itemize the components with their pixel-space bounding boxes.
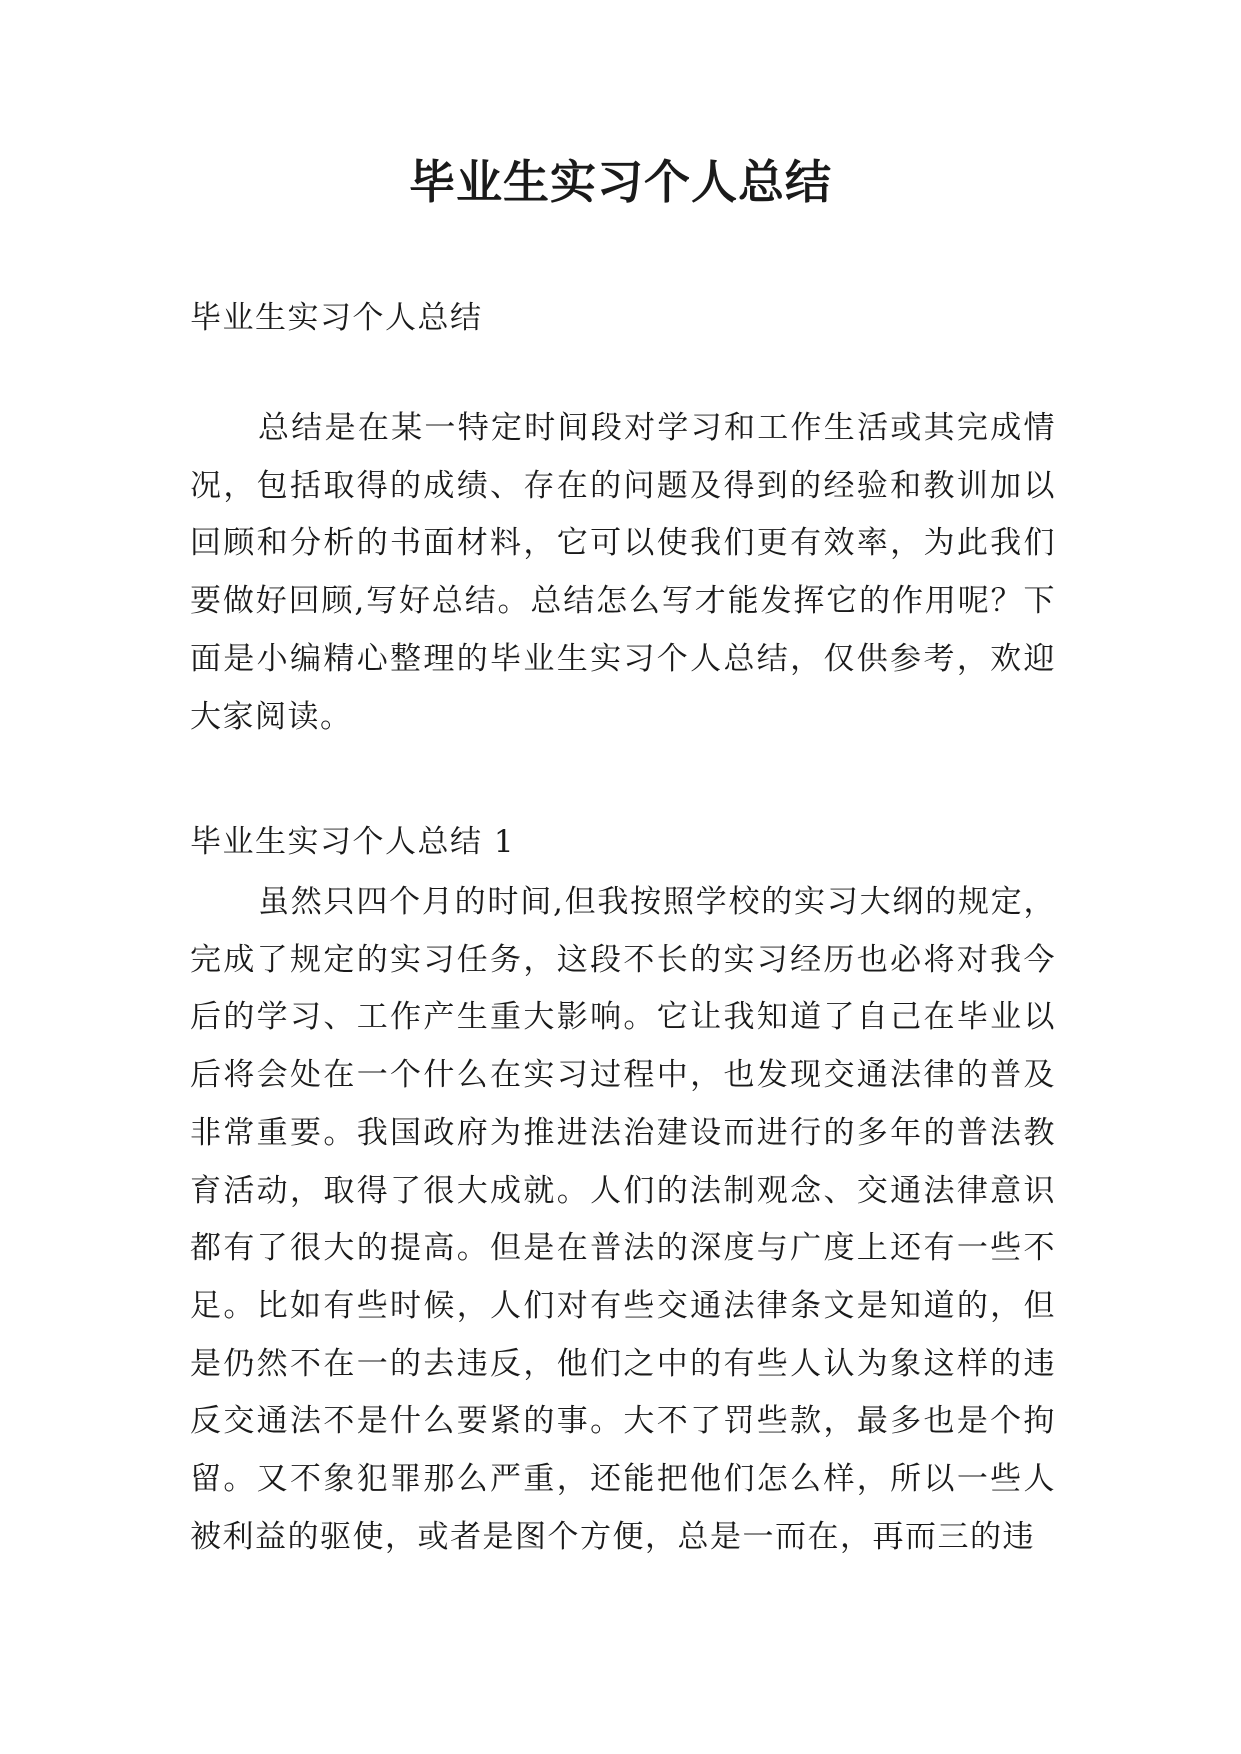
document-title: 毕业生实习个人总结 [409,155,832,209]
document-subtitle: 毕业生实习个人总结 [190,300,483,336]
section-paragraph: 虽然只四个月的时间,但我按照学校的实习大纲的规定，完成了规定的实习任务，这段不长的实习经历也必将对我今后的学习、工作产生重大影响。它让我知道了自己在毕业以后将会处在一个什么在实习过程中，也发现交通法律的普及非常重要。我国政府为推进法治建设而进行的多年的普法教育活动，取得了很大成就。人们的法制观念、交通法律意识都有了很大的提高。但是在普法的深度与广度上还有一些不足。比如有些时候，人们对有些交通法律条文是知道的，但是仍然不在一的去违反，他们之中的有些人认为象这样的违反交通法不是什么要紧的事。大不了罚些款，最多也是个拘留。又不象犯罪那么严重，还能把他们怎么样，所以一些人被利益的驱使，或者是图个方便，总是一而在，再而三的违 [190,884,1056,1555]
intro-paragraph: 总结是在某一特定时间段对学习和工作生活或其完成情况，包括取得的成绩、存在的问题及得到的经验和教训加以回顾和分析的书面材料，它可以使我们更有效率，为此我们要做好回顾,写好总结。总结怎么写才能发挥它的作用呢？下面是小编精心整理的毕业生实习个人总结，仅供参考，欢迎大家阅读。 [190,410,1056,735]
section-heading: 毕业生实习个人总结 1 [190,824,516,860]
